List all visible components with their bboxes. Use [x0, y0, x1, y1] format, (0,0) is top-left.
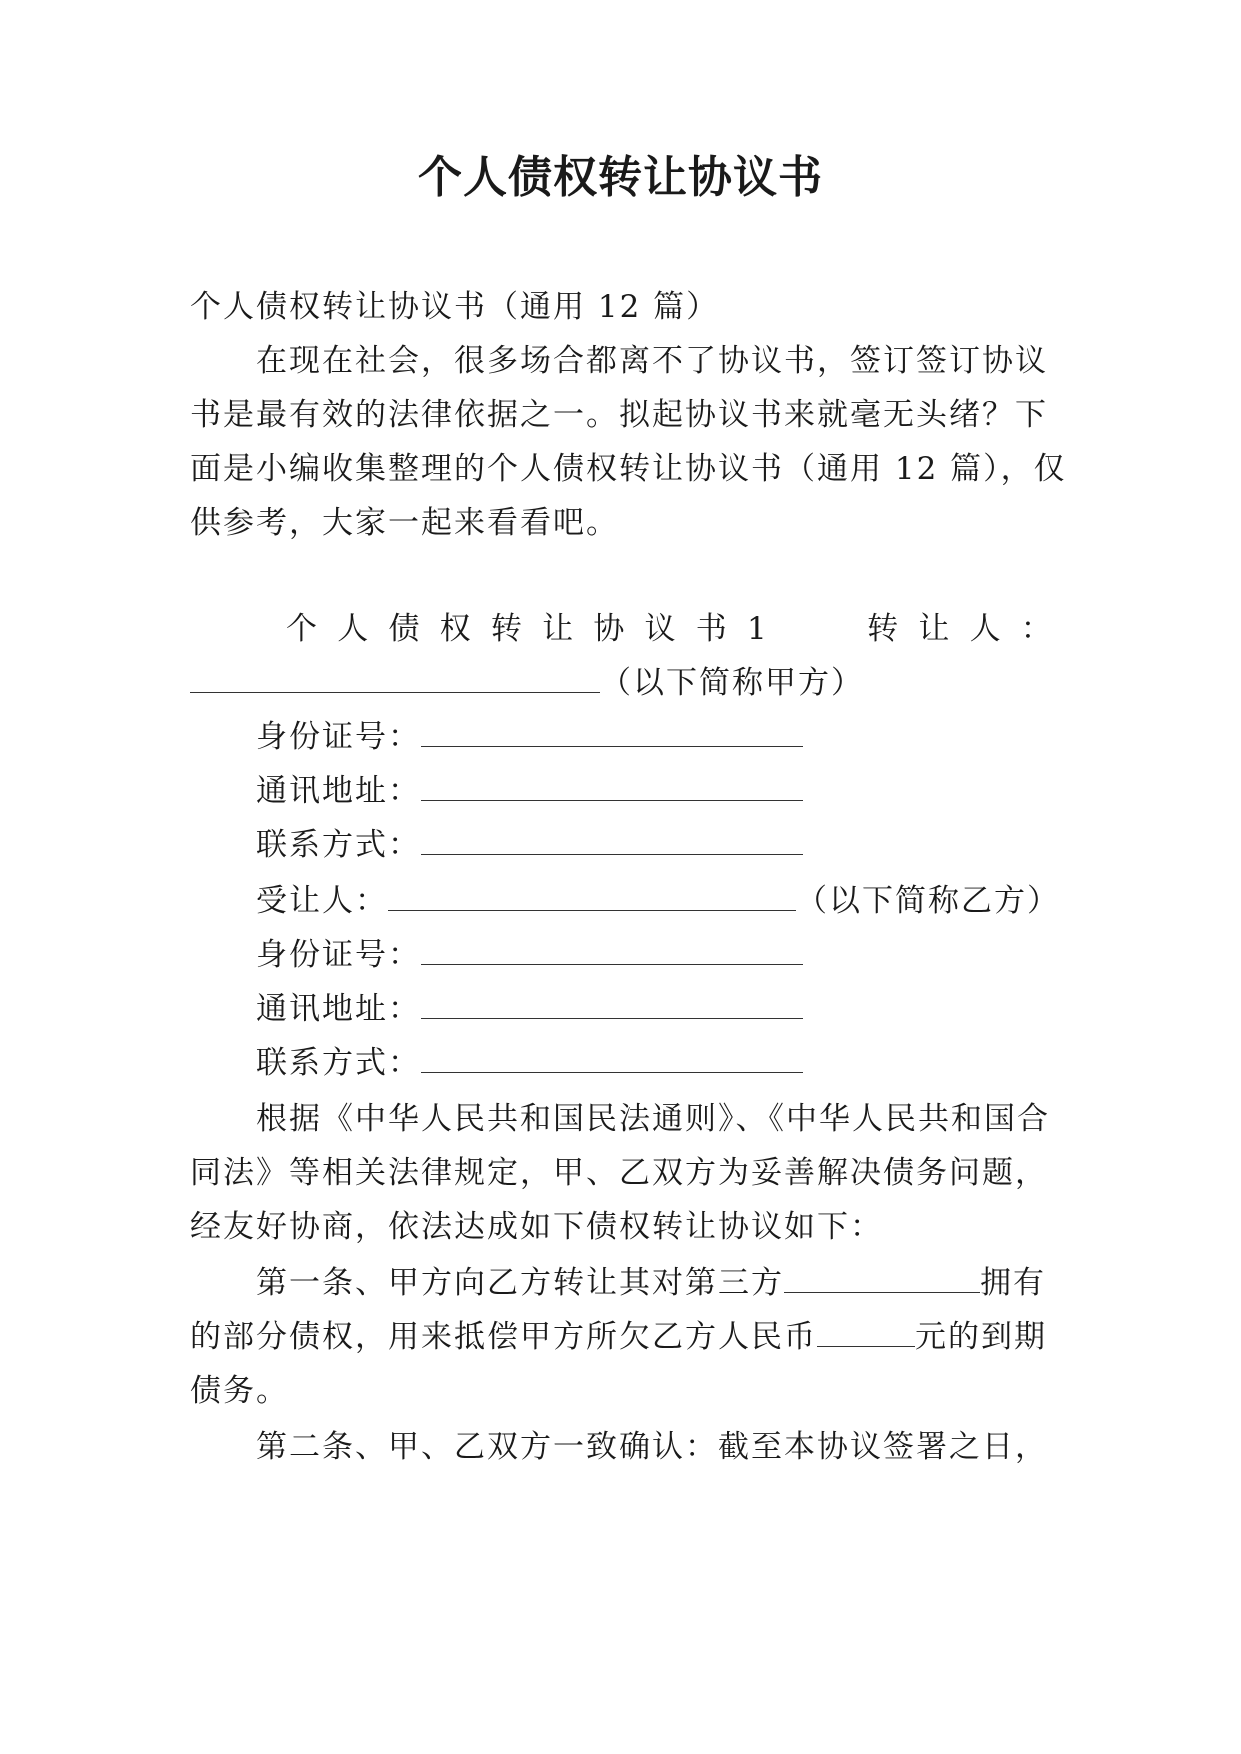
article-1-line-2 [190, 1316, 1047, 1358]
article-1-text: 的部分债权，用来抵偿甲方所欠乙方人民币 [190, 1319, 817, 1355]
party-b-id-row [256, 934, 803, 976]
article-1-text: 拥有 [980, 1265, 1046, 1301]
contact-label: 联系方式： [256, 827, 421, 863]
contact-label: 联系方式： [256, 1045, 421, 1081]
heading-char: 人 [969, 611, 1001, 647]
amount-blank[interactable] [817, 1316, 915, 1347]
section-heading-1 [190, 608, 1052, 650]
article-1-text: 第一条、甲方向乙方转让其对第三方 [256, 1265, 784, 1301]
party-b-suffix: （以下简称乙方） [796, 883, 1060, 919]
heading-char: ： [1020, 611, 1052, 647]
heading-char: 转 [867, 611, 899, 647]
heading-char: 转 [490, 611, 522, 647]
page-title: 个人债权转让协议书 [418, 152, 823, 203]
party-a-address-row [256, 770, 803, 812]
article-2-line-1: 第二条、甲、乙双方一致确认：截至本协议签署之日， [256, 1429, 1048, 1465]
address-label: 通讯地址： [256, 773, 421, 809]
party-a-id-blank[interactable] [421, 716, 803, 747]
heading-char: 个 [286, 611, 317, 647]
subtitle: 个人债权转让协议书（通用 12 篇） [190, 289, 720, 325]
article-1-line-3: 债务。 [190, 1373, 289, 1409]
heading-char: 书 [695, 611, 727, 647]
party-a-address-blank[interactable] [421, 770, 803, 801]
party-a-id-row [256, 716, 803, 758]
party-b-contact-row [256, 1042, 803, 1084]
heading-char: 议 [644, 611, 676, 647]
party-b-row [256, 880, 1060, 922]
party-a-contact-row [256, 824, 803, 866]
address-label: 通讯地址： [256, 991, 421, 1027]
heading-char: 人 [337, 611, 369, 647]
transferee-label: 受让人： [256, 883, 388, 919]
body-p1-line-1: 根据《中华人民共和国民法通则》、《中华人民共和国合 [256, 1101, 1050, 1137]
party-b-name-blank[interactable] [388, 880, 796, 911]
intro-line-1: 在现在社会，很多场合都离不了协议书，签订签订协议 [256, 343, 1048, 379]
id-label: 身份证号： [256, 719, 421, 755]
id-label: 身份证号： [256, 937, 421, 973]
intro-line-3: 面是小编收集整理的个人债权转让协议书（通用 12 篇），仅 [190, 451, 1067, 487]
heading-char: 1 [746, 611, 767, 647]
article-1-text: 元的到期 [915, 1319, 1047, 1355]
party-a-name-blank[interactable] [190, 662, 600, 693]
heading-char: 让 [918, 611, 950, 647]
body-p1-line-2: 同法》等相关法律规定，甲、乙双方为妥善解决债务问题， [190, 1155, 1048, 1191]
party-b-address-row [256, 988, 803, 1030]
third-party-blank[interactable] [784, 1262, 980, 1293]
party-b-id-blank[interactable] [421, 934, 803, 965]
intro-line-4: 供参考，大家一起来看看吧。 [190, 505, 619, 541]
heading-char: 债 [388, 611, 420, 647]
party-a-suffix: （以下简称甲方） [600, 665, 864, 701]
party-a-line [190, 662, 864, 704]
heading-char: 让 [542, 611, 574, 647]
party-b-address-blank[interactable] [421, 988, 803, 1019]
body-p1-line-3: 经友好协商，依法达成如下债权转让协议如下： [190, 1209, 883, 1245]
party-a-contact-blank[interactable] [421, 824, 803, 855]
heading-gap [787, 608, 847, 650]
party-b-contact-blank[interactable] [421, 1042, 803, 1073]
intro-line-2: 书是最有效的法律依据之一。拟起协议书来就毫无头绪？下 [190, 397, 1048, 433]
heading-char: 协 [593, 611, 625, 647]
article-1-line-1 [256, 1262, 1046, 1304]
heading-char: 权 [439, 611, 471, 647]
